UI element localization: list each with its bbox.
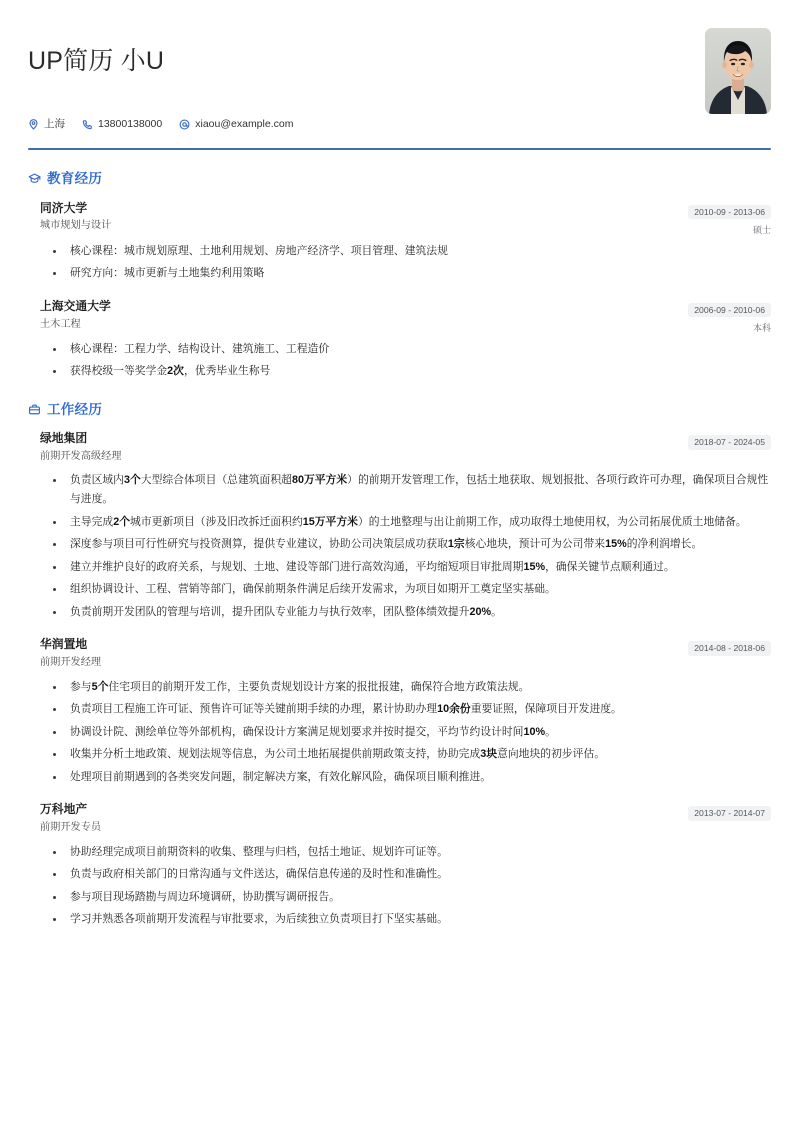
entry-main: [40, 802, 674, 835]
bullet-item: 组织协调设计、工程、营销等部门，确保前期条件满足后续开发需求，为项目如期开工奠定坚实基础。: [40, 580, 771, 599]
entry-header: [40, 802, 771, 835]
contact-text: 13800138000: [98, 118, 163, 131]
entry-organization: 万科地产: [40, 802, 88, 817]
entry-meta: [688, 637, 771, 656]
briefcase-icon: [28, 403, 41, 416]
graduation-cap-icon: [28, 172, 41, 185]
date-badge: 2013-07 - 2014-07: [688, 806, 771, 821]
bullet-item: 主导完成2个城市更新项目（涉及旧改拆迁面积约15万平方米）的土地整理与出让前期工作，成功取得土地使用权，为公司拓展优质土地储备。: [40, 513, 771, 532]
phone-icon: [82, 119, 93, 130]
bullet-item: 协调设计院、测绘单位等外部机构，确保设计方案满足规划要求并按时提交，平均节约设计时间10%。: [40, 723, 771, 742]
contact-item[interactable]: [28, 119, 65, 130]
entry-organization: 上海交通大学: [40, 298, 111, 313]
bullet-item: 参与项目现场踏勘与周边环境调研，协助撰写调研报告。: [40, 888, 771, 907]
bullet-item: 建立并维护良好的政府关系，与规划、土地、建设等部门进行高效沟通，平均缩短项目审批周期15%，确保关键节点顺利通过。: [40, 558, 771, 577]
bullet-item: 处理项目前期遇到的各类突发问题，制定解决方案，有效化解风险，确保项目顺利推进。: [40, 768, 771, 787]
sections-container: [28, 172, 771, 929]
portrait-photo-icon: [705, 28, 771, 114]
entry-organization: 同济大学: [40, 200, 88, 215]
section-header-education: [28, 172, 771, 186]
entry-organization: 绿地集团: [40, 431, 88, 446]
entry-bullets: [40, 678, 771, 787]
section-title: 教育经历: [47, 171, 103, 186]
bullet-item: 负责项目工程施工许可证、预售许可证等关键前期手续的办理，累计协助办理10余份重要证照，保障项目开发进度。: [40, 700, 771, 719]
entry-meta: [688, 201, 771, 235]
entry-main: [40, 637, 674, 670]
entry: [28, 201, 771, 283]
contact-row: [28, 119, 705, 130]
header-left: [28, 26, 705, 130]
bullet-item: 核心课程：工程力学、结构设计、建筑施工、工程造价: [40, 340, 771, 359]
date-badge: 2010-09 - 2013-06: [688, 205, 771, 220]
entry-main: [40, 431, 674, 464]
bullet-item: 参与5个住宅项目的前期开发工作，主要负责规划设计方案的报批报建，确保符合地方政策法规。: [40, 678, 771, 697]
entry-bullets: [40, 340, 771, 381]
entry-subtitle: 前期开发专员: [40, 822, 102, 834]
page-title: UP简历 小U: [28, 47, 165, 75]
entry-header: [40, 637, 771, 670]
resume-header: [28, 26, 771, 130]
bullet-item: 核心课程：城市规划原理、土地利用规划、房地产经济学、项目管理、建筑法规: [40, 242, 771, 261]
date-badge: 2014-08 - 2018-06: [688, 641, 771, 656]
entry-subtitle: 前期开发经理: [40, 657, 102, 669]
entry-subtitle: 城市规划与设计: [40, 220, 112, 232]
avatar: [705, 28, 771, 114]
location-pin-icon: [28, 119, 39, 130]
bullet-item: 获得校级一等奖学金2次，优秀毕业生称号: [40, 362, 771, 381]
bullet-item: 负责与政府相关部门的日常沟通与文件送达，确保信息传递的及时性和准确性。: [40, 865, 771, 884]
bullet-item: 研究方向：城市更新与土地集约利用策略: [40, 264, 771, 283]
section-work: [28, 403, 771, 929]
section-title: 工作经历: [47, 401, 103, 417]
entry-main: [40, 201, 674, 234]
bullet-item: 负责区域内3个大型综合体项目（总建筑面积超80万平方米）的前期开发管理工作，包括土地获取、规划报批、各项行政许可办理，确保项目合规性与进度。: [40, 471, 771, 508]
section-education: [28, 172, 771, 381]
entry-main: [40, 299, 674, 332]
entry-header: [40, 299, 771, 333]
entry-bullets: [40, 843, 771, 929]
degree-label: 本科: [752, 322, 771, 333]
entry-meta: [688, 802, 771, 821]
bullet-item: 深度参与项目可行性研究与投资测算，提供专业建议，协助公司决策层成功获取1宗核心地块，预计可为公司带来15%的净利润增长。: [40, 535, 771, 554]
degree-label: 硕士: [752, 224, 771, 235]
header-divider: [28, 148, 771, 150]
entry-header: [40, 201, 771, 235]
entry: [28, 802, 771, 928]
entry: [28, 637, 771, 786]
entry-header: [40, 431, 771, 464]
entry-bullets: [40, 471, 771, 621]
bullet-item: 负责前期开发团队的管理与培训，提升团队专业能力与执行效率，团队整体绩效提升20%。: [40, 603, 771, 622]
contact-item[interactable]: [179, 119, 293, 130]
entry: [28, 299, 771, 381]
entry-organization: 华润置地: [40, 637, 88, 652]
entry-subtitle: 土木工程: [40, 318, 81, 330]
entry-meta: [688, 299, 771, 333]
contact-text: 上海: [44, 118, 65, 131]
contact-item[interactable]: [82, 119, 162, 130]
section-header-work: [28, 403, 771, 417]
entry: [28, 431, 771, 621]
date-badge: 2018-07 - 2024-05: [688, 435, 771, 450]
email-at-icon: [179, 119, 190, 130]
entry-bullets: [40, 242, 771, 283]
date-badge: 2006-09 - 2010-06: [688, 303, 771, 318]
bullet-item: 协助经理完成项目前期资料的收集、整理与归档，包括土地证、规划许可证等。: [40, 843, 771, 862]
entry-subtitle: 前期开发高级经理: [40, 451, 122, 463]
bullet-item: 收集并分析土地政策、规划法规等信息，为公司土地拓展提供前期政策支持，协助完成3块意向地块的初步评估。: [40, 745, 771, 764]
contact-text: xiaou@example.com: [195, 118, 294, 131]
bullet-item: 学习并熟悉各项前期开发流程与审批要求，为后续独立负责项目打下坚实基础。: [40, 910, 771, 929]
entry-meta: [688, 431, 771, 450]
